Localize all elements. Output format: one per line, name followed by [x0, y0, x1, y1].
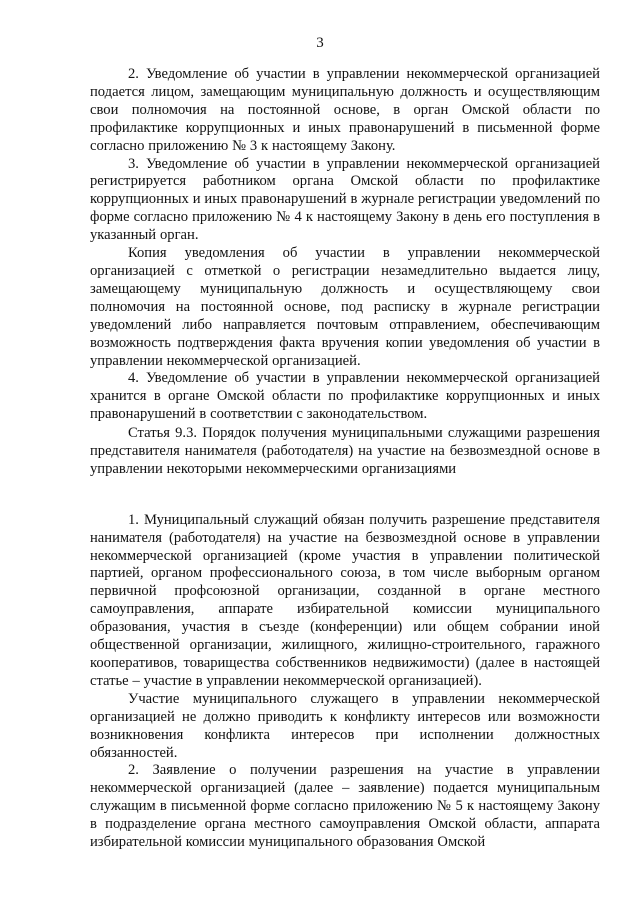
paragraph: 3. Уведомление об участии в управлении некоммерческой организацией регистрируется работником органа Омской области по профилактике коррупционных и иных правонарушений в журнале регистрации уведомлений по форме согласно приложению № 4 к настоящему Закону в день его поступления в указанный орган.: [90, 155, 600, 244]
paragraph: 4. Уведомление об участии в управлении некоммерческой организацией хранится в органе Омской области по профилактике коррупционных и иных правонарушений в соответствии с законодательством.: [90, 370, 600, 423]
paragraph: 2. Заявление о получении разрешения на участие в управлении некоммерческой организацией (далее – заявление) подается муниципальным служащим в письменной форме согласно приложению № 5 к настоящему Закону в подразделение органа местного самоуправления Омской области, аппарата избирательной комиссии муниципального образования Омской: [90, 762, 600, 851]
article-heading: [90, 425, 600, 479]
paragraph: 2. Уведомление об участии в управлении некоммерческой организацией подается лицом, замещающим муниципальную должность и осуществляющим свои полномочия на постоянной основе, в орган Омской области по профилактике коррупционных и иных правонарушений в письменной форме согласно приложению № 3 к настоящему Закону.: [90, 66, 600, 154]
article-prefix: Статья 9.3.: [128, 425, 198, 441]
spacer: [90, 479, 600, 512]
text-block-article: [90, 425, 600, 852]
text-block-top: [90, 66, 600, 424]
article-title: Порядок получения муниципальными служащими разрешения представителя нанимателя (работодателя) на участие на безвозмездной основе в управлении некоторыми некоммерческими организациями: [90, 425, 600, 477]
paragraph: 1. Муниципальный служащий обязан получить разрешение представителя нанимателя (работодателя) на участие на безвозмездной основе в управлении некоммерческой организацией (кроме участия в управлении политической партией, органом профессионального союза, в том числе выборным органом первичной профсоюзной организации, созданной в органе местного самоуправления, аппарате избирательной комиссии муниципального образования, участия в съезде (конференции) или общем собрании иной общественной организации, жилищного, жилищно-строительного, гаражного кооперативов, товарищества собственников недвижимости) (далее в настоящей статье – участие в управлении некоммерческой организацией).: [90, 511, 600, 689]
paragraph: Участие муниципального служащего в управлении некоммерческой организацией не должно приводить к конфликту интересов или возможности возникновения конфликта интересов при исполнении должностных обязанностей.: [90, 690, 600, 761]
page-number: 3: [316, 35, 324, 51]
paragraph: Копия уведомления об участии в управлении некоммерческой организацией с отметкой о регистрации незамедлительно выдается лицу, замещающему муниципальную должность и осуществляющему свои полномочия на постоянной основе, под расписку в журнале регистрации уведомлений либо направляется почтовым отправлением, обеспечивающим возможность подтверждения факта вручения копии уведомления об участии в управлении некоммерческой организацией.: [90, 245, 600, 369]
